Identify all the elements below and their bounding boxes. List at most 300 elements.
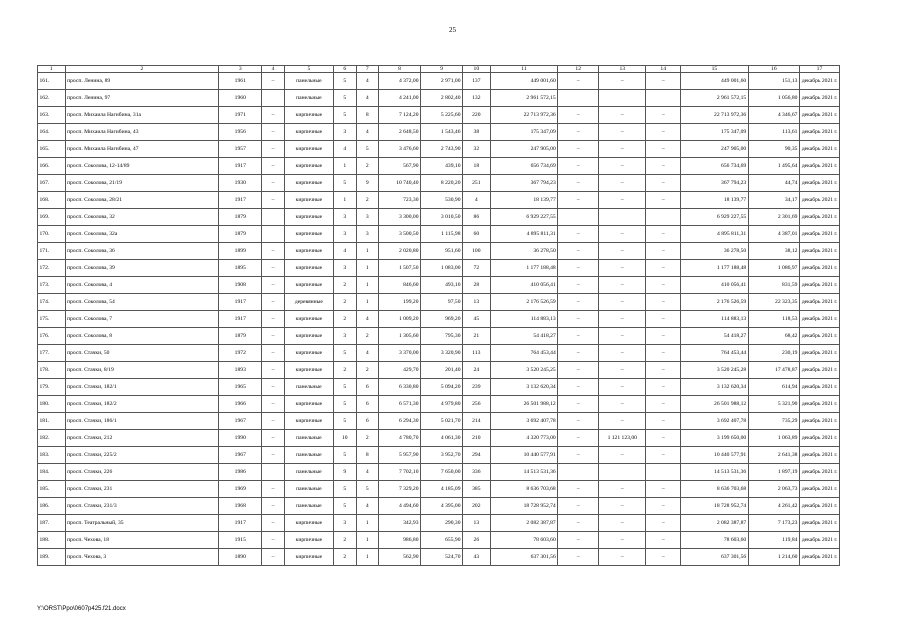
table-cell: –: [558, 396, 599, 413]
table-cell: –: [646, 379, 681, 396]
table-row: [38, 209, 840, 226]
table-row: [38, 158, 840, 175]
table-cell: 7 124,20: [379, 107, 421, 124]
table-row: [38, 362, 840, 379]
table-cell: 1895: [219, 260, 262, 277]
table-cell: 60: [463, 226, 491, 243]
table-cell: 4: [356, 464, 379, 481]
table-cell: 100: [463, 243, 491, 260]
table-cell: 5: [333, 413, 356, 430]
table-cell: –: [646, 532, 681, 549]
table-cell: 1 083,00: [421, 260, 463, 277]
table-cell: просп. Стачки, 231: [65, 481, 219, 498]
table-cell: 4: [356, 311, 379, 328]
table-cell: 182.: [38, 430, 66, 447]
table-cell: 3: [356, 226, 379, 243]
table-cell: 1 121 123,00: [599, 430, 646, 447]
table-cell: 13: [463, 515, 491, 532]
table-cell: кирпичные: [284, 209, 333, 226]
column-number-cell: 5: [284, 66, 333, 73]
table-cell: 567,90: [379, 158, 421, 175]
table-cell: 7 702,10: [379, 464, 421, 481]
table-cell: 3 476,60: [379, 141, 421, 158]
table-cell: 4: [356, 498, 379, 515]
table-cell: декабрь 2021 г.: [799, 430, 839, 447]
table-cell: [558, 209, 599, 226]
table-cell: –: [558, 430, 599, 447]
table-cell: –: [558, 243, 599, 260]
table-cell: 220: [463, 107, 491, 124]
table-cell: 22 713 972,36: [681, 107, 749, 124]
table-cell: 168.: [38, 192, 66, 209]
table-cell: панельные: [284, 73, 333, 90]
table-cell: 2 961 572,15: [490, 90, 558, 107]
table-cell: просп. Ленина, 97: [65, 90, 219, 107]
table-cell: 2 082 387,87: [490, 515, 558, 532]
column-number-cell: 10: [463, 66, 491, 73]
table-cell: –: [646, 515, 681, 532]
table-cell: 189.: [38, 549, 66, 566]
table-cell: декабрь 2021 г.: [799, 294, 839, 311]
table-cell: 4 061,30: [421, 430, 463, 447]
table-cell: 172.: [38, 260, 66, 277]
table-cell: –: [558, 515, 599, 532]
table-cell: –: [262, 294, 285, 311]
table-cell: 5 225,60: [421, 107, 463, 124]
table-cell: 214: [463, 413, 491, 430]
table-cell: 1 214,60: [748, 549, 799, 566]
table-cell: –: [262, 277, 285, 294]
table-cell: –: [262, 498, 285, 515]
table-cell: просп. Соколова, 7: [65, 311, 219, 328]
table-cell: 163.: [38, 107, 66, 124]
table-row: [38, 345, 840, 362]
table-cell: 367 794,23: [681, 175, 749, 192]
table-cell: просп. Соколова, 12-14/89: [65, 158, 219, 175]
column-number-cell: 7: [356, 66, 379, 73]
table-cell: 1: [356, 532, 379, 549]
table-cell: 201,40: [421, 362, 463, 379]
table-cell: кирпичные: [284, 413, 333, 430]
table-cell: декабрь 2021 г.: [799, 90, 839, 107]
table-cell: 3 692 407,78: [490, 413, 558, 430]
table-row: [38, 413, 840, 430]
table-cell: 1965: [219, 379, 262, 396]
table-cell: 185.: [38, 481, 66, 498]
table-cell: 764 453,44: [681, 345, 749, 362]
table-cell: кирпичные: [284, 532, 333, 549]
table-row: [38, 311, 840, 328]
column-number-cell: 2: [65, 66, 219, 73]
table-cell: 294: [463, 447, 491, 464]
table-cell: –: [262, 328, 285, 345]
table-cell: [599, 464, 646, 481]
table-cell: 90,35: [748, 141, 799, 158]
table-cell: –: [599, 243, 646, 260]
table-cell: 969,20: [421, 311, 463, 328]
table-cell: 4 780,70: [379, 430, 421, 447]
table-cell: 3: [333, 226, 356, 243]
table-cell: 1: [356, 294, 379, 311]
table-row: [38, 396, 840, 413]
table-cell: 22 323,35: [748, 294, 799, 311]
table-cell: просп. Соколова, 36: [65, 243, 219, 260]
table-cell: 176.: [38, 328, 66, 345]
table-cell: –: [599, 158, 646, 175]
table-cell: 2 176 526,59: [490, 294, 558, 311]
table-cell: –: [599, 532, 646, 549]
table-cell: 655,90: [421, 532, 463, 549]
table-cell: 2: [333, 294, 356, 311]
table-row: [38, 277, 840, 294]
table-cell: декабрь 2021 г.: [799, 260, 839, 277]
table-cell: 1: [356, 515, 379, 532]
table-cell: 1899: [219, 243, 262, 260]
table-cell: –: [646, 413, 681, 430]
table-cell: 2: [356, 192, 379, 209]
table-cell: просп. Соколова, 4: [65, 277, 219, 294]
table-cell: просп. Ленина, 89: [65, 73, 219, 90]
table-cell: 210: [463, 430, 491, 447]
table-cell: 175 347,09: [681, 124, 749, 141]
table-cell: 3 692 407,78: [681, 413, 749, 430]
table-cell: [558, 464, 599, 481]
table-cell: просп. Театральный, 35: [65, 515, 219, 532]
table-cell: кирпичные: [284, 277, 333, 294]
table-cell: –: [262, 362, 285, 379]
table-cell: 180.: [38, 396, 66, 413]
table-cell: 17 478,87: [748, 362, 799, 379]
table-cell: –: [599, 260, 646, 277]
table-cell: –: [599, 73, 646, 90]
table-cell: 4 372,00: [379, 73, 421, 90]
table-cell: панельные: [284, 464, 333, 481]
table-cell: 72: [463, 260, 491, 277]
table-cell: 656 734,69: [681, 158, 749, 175]
table-cell: –: [558, 124, 599, 141]
table-cell: –: [558, 175, 599, 192]
table-cell: 14 513 531,36: [490, 464, 558, 481]
table-cell: просп. Стачки, 212: [65, 430, 219, 447]
table-cell: –: [646, 243, 681, 260]
table-cell: панельные: [284, 481, 333, 498]
table-cell: 637 301,56: [490, 549, 558, 566]
table-cell: 3 320,90: [421, 345, 463, 362]
table-cell: декабрь 2021 г.: [799, 226, 839, 243]
table-cell: 1917: [219, 311, 262, 328]
table-cell: 2 641,38: [748, 447, 799, 464]
table-cell: 1967: [219, 447, 262, 464]
table-cell: [599, 209, 646, 226]
table-cell: 6: [356, 379, 379, 396]
table-cell: 3: [333, 124, 356, 141]
table-cell: –: [262, 124, 285, 141]
table-cell: 5: [333, 498, 356, 515]
table-cell: 3 010,50: [421, 209, 463, 226]
table-cell: 175.: [38, 311, 66, 328]
table-cell: –: [262, 481, 285, 498]
table-cell: 6 929 227,55: [681, 209, 749, 226]
table-cell: 5: [333, 345, 356, 362]
table-cell: –: [599, 447, 646, 464]
table-cell: 8: [356, 447, 379, 464]
table-cell: 3: [356, 209, 379, 226]
table-cell: 5: [333, 447, 356, 464]
column-number-cell: 16: [748, 66, 799, 73]
table-cell: 1: [333, 158, 356, 175]
table-cell: –: [262, 345, 285, 362]
table-cell: 177.: [38, 345, 66, 362]
table-cell: 449 001,60: [681, 73, 749, 90]
table-cell: 10 440 577,91: [681, 447, 749, 464]
table-cell: –: [558, 532, 599, 549]
table-cell: панельные: [284, 90, 333, 107]
table-cell: –: [646, 73, 681, 90]
table-cell: 5 321,90: [748, 396, 799, 413]
table-cell: декабрь 2021 г.: [799, 209, 839, 226]
table-cell: кирпичные: [284, 141, 333, 158]
table-cell: –: [646, 362, 681, 379]
table-cell: 36 278,50: [490, 243, 558, 260]
table-cell: –: [599, 413, 646, 430]
table-cell: 1908: [219, 277, 262, 294]
table-cell: 1917: [219, 294, 262, 311]
column-number-cell: 4: [262, 66, 285, 73]
table-row: [38, 294, 840, 311]
table-row: [38, 532, 840, 549]
table-row: [38, 430, 840, 447]
table-cell: 1 305,60: [379, 328, 421, 345]
table-cell: декабрь 2021 г.: [799, 396, 839, 413]
table-cell: 4 346,67: [748, 107, 799, 124]
table-cell: кирпичные: [284, 192, 333, 209]
table-cell: –: [646, 549, 681, 566]
table-cell: 161.: [38, 73, 66, 90]
table-cell: –: [558, 277, 599, 294]
table-cell: –: [599, 294, 646, 311]
column-number-cell: 14: [646, 66, 681, 73]
table-cell: 170.: [38, 226, 66, 243]
table-cell: –: [558, 498, 599, 515]
table-cell: 251: [463, 175, 491, 192]
table-cell: 3 952,70: [421, 447, 463, 464]
table-cell: –: [558, 260, 599, 277]
table-cell: 181.: [38, 413, 66, 430]
table-cell: 78 603,60: [681, 532, 749, 549]
table-cell: –: [599, 192, 646, 209]
table-cell: декабрь 2021 г.: [799, 379, 839, 396]
table-cell: 4: [463, 192, 491, 209]
table-cell: 1930: [219, 175, 262, 192]
table-cell: –: [646, 226, 681, 243]
table-cell: 3 500,50: [379, 226, 421, 243]
table-cell: деревянные: [284, 294, 333, 311]
table-cell: 5 021,70: [421, 413, 463, 430]
table-cell: 247 905,00: [681, 141, 749, 158]
table-cell: –: [599, 226, 646, 243]
table-cell: 188.: [38, 532, 66, 549]
table-cell: 449 001,60: [490, 73, 558, 90]
table-cell: [599, 90, 646, 107]
table-cell: просп. Стачки, 182/1: [65, 379, 219, 396]
table-cell: 3 132 620,34: [490, 379, 558, 396]
table-cell: 524,70: [421, 549, 463, 566]
table-cell: 8 636 703,68: [681, 481, 749, 498]
table-cell: –: [262, 532, 285, 549]
table-cell: 2 301,69: [748, 209, 799, 226]
column-number-cell: 1: [38, 66, 66, 73]
table-cell: 167.: [38, 175, 66, 192]
table-cell: просп. Соколова, 28/21: [65, 192, 219, 209]
table-cell: 164.: [38, 124, 66, 141]
table-cell: –: [646, 481, 681, 498]
table-cell: –: [599, 328, 646, 345]
table-cell: 1: [356, 243, 379, 260]
table-cell: 97,50: [421, 294, 463, 311]
table-cell: 166.: [38, 158, 66, 175]
table-cell: 5: [333, 175, 356, 192]
table-row: [38, 226, 840, 243]
table-cell: –: [558, 413, 599, 430]
table-cell: 3 370,00: [379, 345, 421, 362]
table-cell: –: [558, 328, 599, 345]
table-cell: 26 501 988,12: [490, 396, 558, 413]
table-cell: –: [646, 430, 681, 447]
table-cell: 1 086,97: [748, 260, 799, 277]
table-cell: 2 802,40: [421, 90, 463, 107]
table-cell: 5 094,20: [421, 379, 463, 396]
table-cell: 986,80: [379, 532, 421, 549]
table-cell: кирпичные: [284, 260, 333, 277]
table-cell: 8 220,20: [421, 175, 463, 192]
table-cell: 846,60: [379, 277, 421, 294]
table-cell: 2 961 572,15: [681, 90, 749, 107]
table-cell: –: [646, 498, 681, 515]
table-cell: 1: [333, 192, 356, 209]
table-cell: 1 177 188,48: [681, 260, 749, 277]
table-cell: –: [646, 311, 681, 328]
table-cell: 230,19: [748, 345, 799, 362]
table-cell: 429,70: [379, 362, 421, 379]
table-cell: 132: [463, 90, 491, 107]
column-number-row: [38, 66, 840, 73]
table-cell: 247 905,00: [490, 141, 558, 158]
table-cell: декабрь 2021 г.: [799, 549, 839, 566]
table-cell: –: [262, 447, 285, 464]
table-cell: 5 957,90: [379, 447, 421, 464]
table-cell: 184.: [38, 464, 66, 481]
table-cell: 7 173,23: [748, 515, 799, 532]
table-cell: 4 241,00: [379, 90, 421, 107]
table-row: [38, 107, 840, 124]
table-cell: 1 115,98: [421, 226, 463, 243]
table-cell: –: [558, 362, 599, 379]
table-cell: 2 020,80: [379, 243, 421, 260]
table-cell: –: [558, 345, 599, 362]
table-cell: 36 278,50: [681, 243, 749, 260]
table-cell: –: [558, 73, 599, 90]
table-cell: –: [262, 73, 285, 90]
table-cell: 54 418,27: [490, 328, 558, 345]
table-cell: –: [558, 311, 599, 328]
page-number: 25: [449, 26, 456, 34]
table-cell: 3 520 245,25: [490, 362, 558, 379]
table-cell: 4 320 773,00: [490, 430, 558, 447]
table-cell: 22 713 972,36: [490, 107, 558, 124]
table-cell: 410 056,41: [490, 277, 558, 294]
table-cell: 831,59: [748, 277, 799, 294]
table-cell: декабрь 2021 г.: [799, 532, 839, 549]
table-cell: декабрь 2021 г.: [799, 413, 839, 430]
table-cell: –: [599, 175, 646, 192]
table-cell: 54 418,27: [681, 328, 749, 345]
table-cell: 7 650,00: [421, 464, 463, 481]
table-cell: декабрь 2021 г.: [799, 192, 839, 209]
table-cell: просп. Стачки, 186/1: [65, 413, 219, 430]
table-cell: декабрь 2021 г.: [799, 515, 839, 532]
table-cell: просп. Соколова, 54: [65, 294, 219, 311]
table-cell: декабрь 2021 г.: [799, 107, 839, 124]
table-cell: 2 063,73: [748, 481, 799, 498]
table-cell: декабрь 2021 г.: [799, 141, 839, 158]
table-cell: декабрь 2021 г.: [799, 124, 839, 141]
housing-register-table: [37, 65, 840, 566]
table-cell: 5: [333, 481, 356, 498]
table-cell: –: [262, 413, 285, 430]
table-cell: 6 294,30: [379, 413, 421, 430]
table-row: [38, 481, 840, 498]
table-cell: 18 139,77: [681, 192, 749, 209]
table-cell: кирпичные: [284, 226, 333, 243]
table-row: [38, 243, 840, 260]
table-cell: –: [558, 379, 599, 396]
table-row: [38, 549, 840, 566]
table-cell: –: [646, 158, 681, 175]
table-cell: 1: [356, 549, 379, 566]
table-cell: 9: [333, 464, 356, 481]
table-cell: –: [599, 141, 646, 158]
table-cell: 735,29: [748, 413, 799, 430]
table-cell: 113: [463, 345, 491, 362]
table-cell: –: [599, 124, 646, 141]
table-cell: 239: [463, 379, 491, 396]
table-cell: 1971: [219, 107, 262, 124]
table-cell: 3 132 620,34: [681, 379, 749, 396]
table-cell: –: [558, 549, 599, 566]
table-cell: 1956: [219, 124, 262, 141]
table-cell: –: [262, 243, 285, 260]
table-cell: кирпичные: [284, 243, 333, 260]
table-cell: [558, 90, 599, 107]
table-cell: просп. Михаила Нагибина, 43: [65, 124, 219, 141]
table-cell: –: [646, 294, 681, 311]
table-cell: [262, 209, 285, 226]
table-cell: 1 056,80: [748, 90, 799, 107]
table-cell: –: [262, 311, 285, 328]
table-cell: 4: [333, 243, 356, 260]
table-cell: 656 734,69: [490, 158, 558, 175]
table-cell: 179.: [38, 379, 66, 396]
table-cell: –: [646, 192, 681, 209]
table-cell: 1 543,46: [421, 124, 463, 141]
table-cell: –: [646, 107, 681, 124]
column-number-cell: 8: [379, 66, 421, 73]
table-cell: 5: [333, 73, 356, 90]
table-cell: 1890: [219, 549, 262, 566]
table-row: [38, 515, 840, 532]
table-cell: 5: [356, 141, 379, 158]
table-cell: 5: [333, 90, 356, 107]
